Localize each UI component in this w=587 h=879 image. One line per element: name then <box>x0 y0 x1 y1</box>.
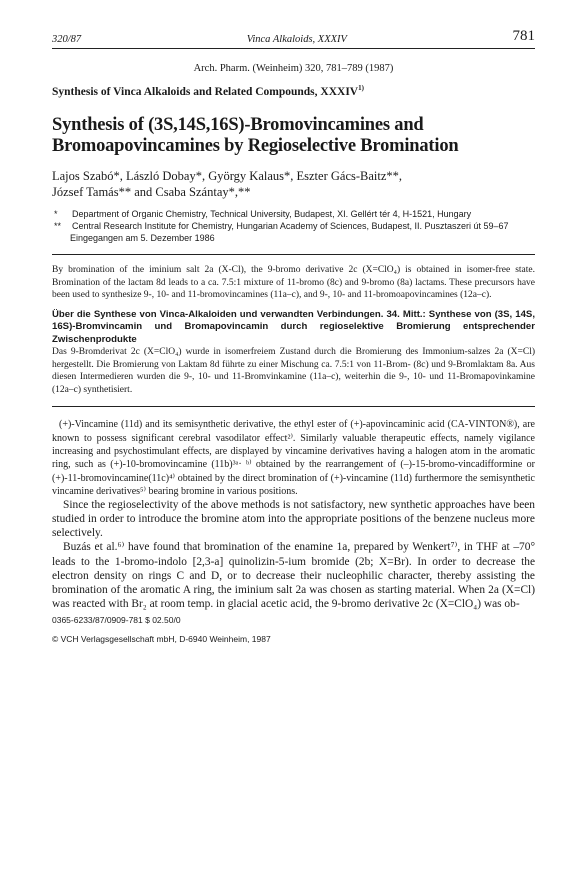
affiliation-mark: * <box>54 209 58 219</box>
german-title: Über die Synthese von Vinca-Alkaloiden und verwandten Verbindungen. 34. Mitt.: Synthese von (3S, 14S, 16S)-Bromvincamin und Bromapovincamin durch regioselektive Bromierung entsprechender Zwischenprodukte <box>52 308 535 345</box>
copyright-line: © VCH Verlagsgesellschaft mbH, D-6940 Weinheim, 1987 <box>52 633 271 644</box>
body-paragraph: Buzás et al.⁶⁾ have found that bromination of the enamine 1a, prepared by Wenkert⁷⁾, in THF at –70° leads to the 1-bromo-indolo [2,3-a] quinolizin-5-ium bromide (2b; X=Br). In order to decrease the electron density on rings C and D, or to decrease their nucleophilic character, thereby assisting the bromination of the aromatic A ring, the iminium salt 2a was chosen as starting material. When 2a (X=Cl) was reacted with Br₂ at room temp. in glacial acetic acid, the 9-bromo derivative 2c (X=ClO₄) was ob- <box>52 541 535 610</box>
divider-top <box>52 254 535 255</box>
affiliation-item <box>52 208 535 220</box>
body-paragraph: Since the regioselectivity of the above methods is not satisfactory, new synthetic approaches have been studied in order to introduce the bromine atom into the appropriate positions of the benzene nucleus more selectively. <box>52 499 535 540</box>
affiliation-text: Department of Organic Chemistry, Technical University, Budapest, XI. Gellért tér 4, H-1521, Hungary <box>72 209 472 219</box>
affiliation-mark: ** <box>54 221 62 231</box>
affiliation-text: Central Research Institute for Chemistry, Hungarian Academy of Sciences, Budapest, II. Pusztaszeri út 59–67 <box>72 221 509 231</box>
abstract-german: Das 9-Bromderivat 2c (X=ClO₄) wurde in isomerfreiem Zustand durch die Bromierung des Immonium-salzes 2a (X=Cl) hergestellt. Die Bromierung von Laktam 8d führte zu einer Mischung ca. 7.5:1 von 11-Brom- (8c) und 9-Bromlaktam 8a. Aus diesen Intermedieren wurden die 9-, 10- und 11-Bromvinkamine (11a–c), weiterhin die 9-, 10- und 11-Bromapovinkamine (12a–c) synthetisiert. <box>52 347 535 395</box>
intro-paragraph: (+)-Vincamine (11d) and its semisynthetic derivative, the ethyl ester of (+)-apovincaminic acid (CA-VINTON®), are known to possess significant cerebral vasodilator effect²⁾. Similarly valuable therapeutic effects, namely vigilance increasing and psychostimulant effects, are displayed by vincamine derivatives having a halogen atom in the aromatic ring, such as (+)-10-bromovincamine (11b)³ᵃ· ᵇ⁾ obtained by the rearrangement of (–)-15-bromo-vincadifformine or (+)-11-bromovincamine(11c)⁴⁾ obtained by the direct bromination of (+)-vincamine (11d) furthermore the semisynthetic vincamine derivatives⁵⁾ bearing bromine in various positions. <box>52 419 535 497</box>
divider-bottom <box>52 406 535 407</box>
header-running-title: Vinca Alkaloids, XXXIV <box>246 34 347 45</box>
affiliations <box>52 208 535 244</box>
article-code: 0365-6233/87/0909-781 $ 02.50/0 <box>52 614 181 625</box>
abstract-section <box>52 264 535 396</box>
header-page-number: 781 <box>512 28 535 44</box>
header-issue: 320/87 <box>52 34 82 45</box>
running-header <box>52 28 535 49</box>
journal-citation: Arch. Pharm. (Weinheim) 320, 781–789 (1987) <box>193 63 394 74</box>
page-footer <box>52 615 535 645</box>
series-footnote-marker: 1) <box>358 84 364 93</box>
abstract-english: By bromination of the iminium salt 2a (X-Cl), the 9-bromo derivative 2c (X=ClO₄) is obtained in isomer-free state. Bromination of the lactam 8d leads to a ca. 7.5:1 mixture of 11-bromo (8c) and 9-bromo (8a) lactams. These precursors have been used to synthesize 9-, 10- and 11-bromovincamines (11a–c), and 9-, 10- and 11-bromoapovincamines (12a–c). <box>52 265 535 301</box>
author-line: József Tamás** and Csaba Szántay*,** <box>52 185 251 199</box>
author-list <box>52 168 535 200</box>
article-body <box>52 418 535 611</box>
received-date: Eingegangen am 5. Dezember 1986 <box>70 233 215 243</box>
series-title <box>52 86 535 98</box>
article-title: Synthesis of (3S,14S,16S)-Bromovincamines and Bromoapovincamines by Regioselective Bromination <box>52 115 459 156</box>
author-line: Lajos Szabó*, László Dobay*, György Kalaus*, Eszter Gács-Baitz**, <box>52 169 403 183</box>
series-title-text: Synthesis of Vinca Alkaloids and Related Compounds, XXXIV <box>52 86 359 98</box>
affiliation-item <box>52 220 535 232</box>
